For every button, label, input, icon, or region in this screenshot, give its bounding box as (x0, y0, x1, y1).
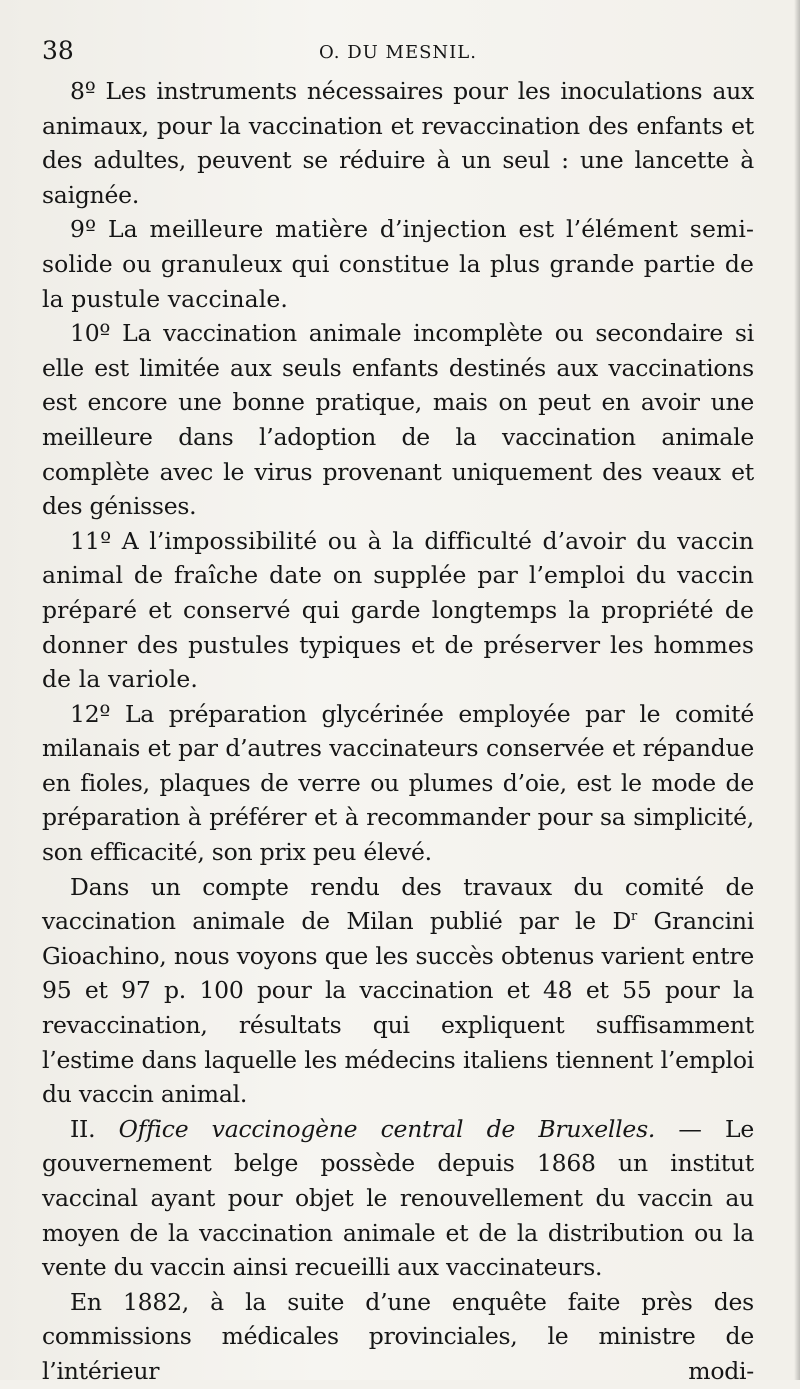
paragraph-12: 12º La préparation glycérinée employée par le comité milanais et par d’autres vaccinateurs conservée et répandue en fioles, plaques de verre ou plumes d’oie, est le mode de préparation à préférer et à recommander pour sa simplicité, son efficacité, son prix peu élevé. (42, 699, 754, 867)
page-number: 38 (42, 36, 74, 65)
paragraph-9: 9º La meilleure matière d’injection est l’élément semi-solide ou granuleux qui constitue la plus grande partie de la pustule vaccinale. (42, 215, 754, 313)
page-header (42, 34, 754, 74)
paragraph-1882: En 1882, à la suite d’une enquête faite près des commissions médicales provinciales, le ministre de l’intérieur modi- (42, 1287, 754, 1385)
page-edge-shadow (794, 0, 800, 1380)
paragraph-11: 11º A l’impossibilité ou à la difficulté d’avoir du vaccin animal de fraîche date on supplée par l’emploi du vaccin préparé et conservé qui garde longtemps la propriété de donner des pustules typiques et de préserver les hommes de la variole. (42, 526, 754, 694)
section-2-text: — Le gouvernement belge possède depuis 1868 un institut vaccinal ayant pour objet le renouvellement du vaccin au moyen de la vaccination animale et de la distribution ou la vente du vaccin ainsi recueilli aux vaccinateurs. (42, 1114, 755, 1282)
running-head: O. DU MESNIL. (319, 42, 477, 63)
section-2-title: Office vaccinogène central de Bruxelles. (118, 1114, 656, 1143)
milan-text-start: Dans un compte rendu des travaux du comité de vaccination animale de Milan publié par le D (42, 872, 754, 936)
milan-text-end: Grancini Gioachino, nous voyons que les succès obtenus varient entre 95 et 97 p. 100 pour la vaccination et 48 et 55 pour la revaccination, résultats qui expliquent suffisamment l’estime dans laquelle les médecins italiens tiennent l’emploi du vaccin animal. (42, 907, 754, 1109)
paragraph-milan (42, 870, 754, 1112)
section-2-paragraph (42, 1112, 754, 1285)
paragraph-8: 8º Les instruments nécessaires pour les inoculations aux animaux, pour la vaccination et revaccination des enfants et des adultes, peuvent se réduire à un seul : une lancette à saignée. (42, 77, 754, 209)
section-2-number: II. (70, 1114, 119, 1143)
doctor-superscript: r (631, 909, 638, 925)
body-text (42, 74, 754, 1389)
paragraph-10: 10º La vaccination animale incomplète ou secondaire si elle est limitée aux seuls enfants destinés aux vaccinations est encore une bonne pratique, mais on peut en avoir une meilleure dans l’adoption de la vaccination animale complète avec le virus provenant uniquement des veaux et des génisses. (42, 319, 754, 521)
